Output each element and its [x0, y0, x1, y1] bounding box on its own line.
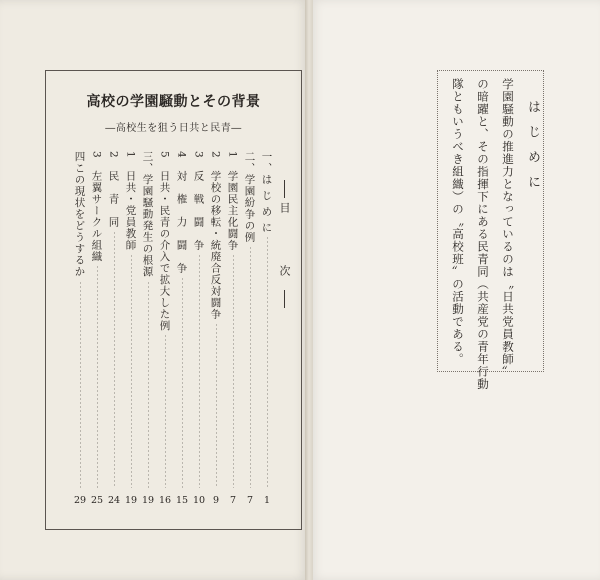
toc-leader-dots: [97, 265, 98, 488]
toc-leader-dots: [250, 246, 251, 488]
toc-entry-page: 15: [175, 495, 189, 506]
toc-entry-page: 29: [73, 495, 87, 506]
book-gutter: [305, 0, 313, 580]
toc-entry-page: 10: [192, 495, 206, 506]
toc-entry-label: 一、は じ め に: [260, 151, 273, 234]
toc-leader-dots: [233, 254, 234, 488]
toc-entry: [124, 151, 138, 506]
toc-leader-dots: [80, 281, 81, 489]
toc-entry: [209, 151, 223, 506]
toc-entry-page: 25: [90, 495, 104, 506]
toc-leader-dots: [165, 334, 166, 488]
toc-entry-page: 9: [212, 495, 220, 506]
intro-line: の暗躍と、その指揮下にある民青同（共産党の青年行動: [476, 78, 490, 391]
toc-leader-dots: [148, 281, 149, 489]
intro-line: 学園騒動の推進力となっているのは〝日共党員教師〟: [501, 78, 515, 378]
toc-leader-dots: [131, 254, 132, 488]
toc-entry-page: 16: [158, 495, 172, 506]
toc-entry-label: 4 対 権 力 闘 争: [175, 151, 188, 274]
toc-entry-page: 1: [263, 495, 271, 506]
toc-entry-label: 5 日共・民青の介入で拡大した例: [158, 151, 171, 332]
toc-entry-label: 2 学校の移転・統廃合反対闘争: [209, 151, 222, 320]
toc-entry-label: 3 左翼サークル組織: [90, 151, 103, 263]
toc-entry-label: 1 日共・党員教師: [124, 151, 137, 251]
toc-entry-page: 24: [107, 495, 121, 506]
toc-heading: 目 次: [276, 176, 292, 312]
toc-leader-dots: [267, 236, 268, 488]
book-title: 高校の学園騒動とその背景: [86, 94, 261, 110]
intro-heading: はじめに: [525, 100, 540, 200]
toc-entry-label: 3 反 戦 闘 争: [192, 151, 205, 251]
toc-entry: [226, 151, 240, 506]
toc-leader-dots: [182, 277, 183, 488]
toc-entry-page: 7: [246, 495, 254, 506]
toc-entry: [158, 151, 172, 506]
toc-leader-dots: [114, 231, 115, 488]
toc-leader-dots: [199, 254, 200, 488]
toc-entry-page: 7: [229, 495, 237, 506]
toc-entry-label: 四この現状をどうするか: [73, 151, 86, 278]
toc-entry: [175, 151, 189, 506]
toc-entry: [243, 151, 257, 506]
book-subtitle: ―高校生を狙う日共と民青―: [105, 123, 242, 134]
toc-entry-label: 2 民 青 同: [107, 151, 120, 228]
toc-entry: [260, 151, 274, 506]
toc-entry-label: 1 学園民主化闘争: [226, 151, 239, 251]
toc-entry-label: 二、学園紛争の例: [243, 151, 256, 243]
toc-entry-label: 三、学園騒動発生の根源: [141, 151, 154, 278]
toc-leader-dots: [216, 323, 217, 488]
toc-entry: [192, 151, 206, 506]
toc-entry: [73, 151, 87, 506]
toc-entry-page: 19: [141, 495, 155, 506]
toc-entry: [107, 151, 121, 506]
toc-entry: [141, 151, 155, 506]
intro-line: 隊ともいうべき組織）の〝高校班〟の活動である。: [451, 78, 465, 366]
toc-entry: [90, 151, 104, 506]
toc-frame: [45, 70, 302, 530]
toc-entry-page: 19: [124, 495, 138, 506]
